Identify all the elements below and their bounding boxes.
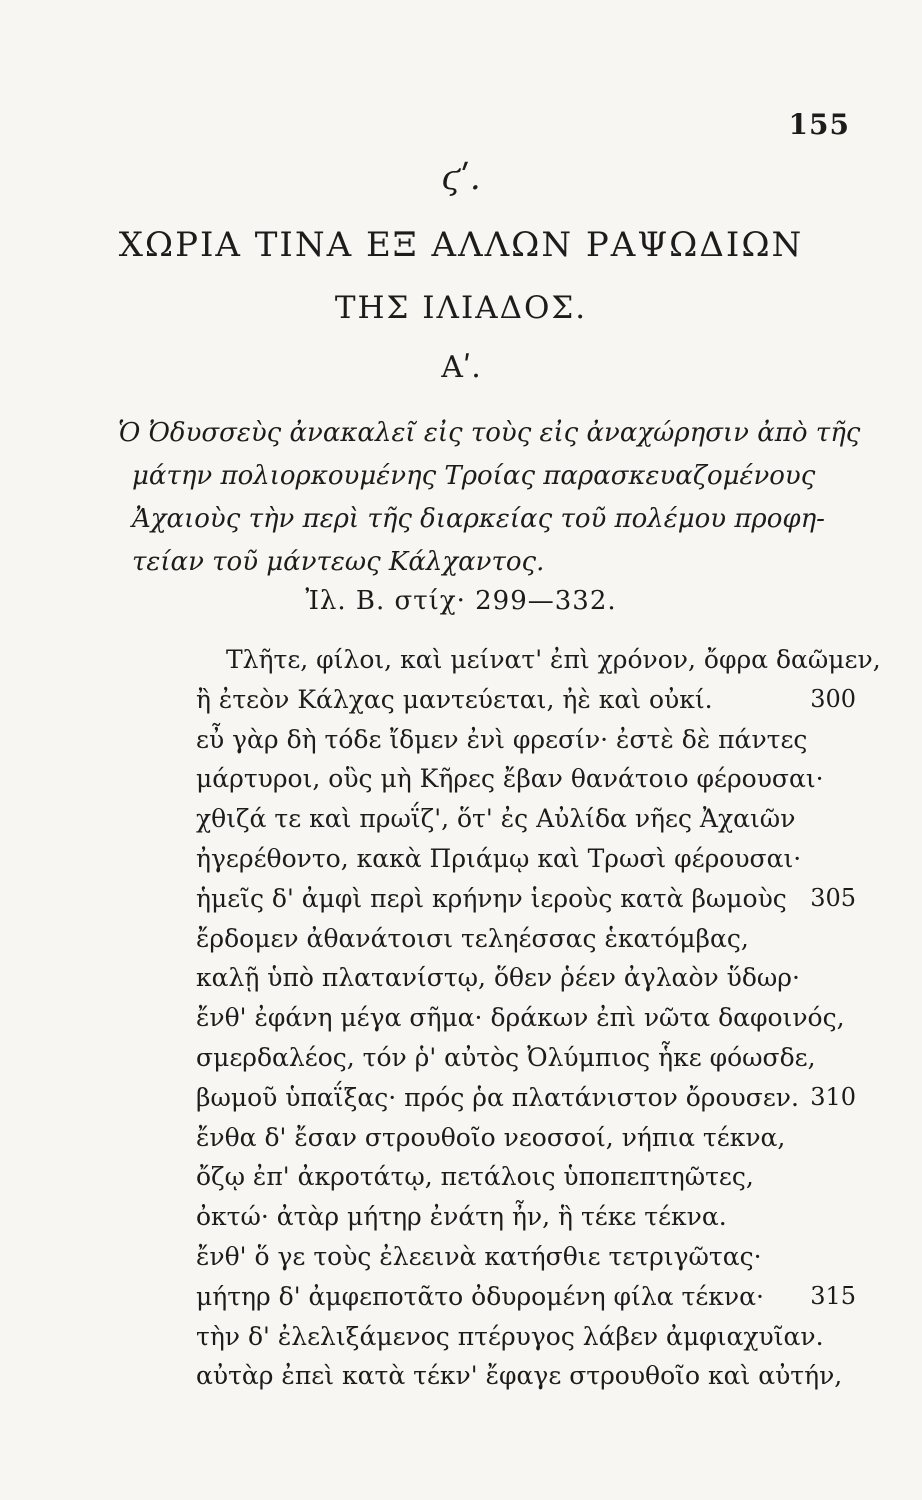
- verse-line: [196, 1157, 856, 1197]
- verse-text: ἔνθ' ὅ γε τοὺς ἐλεεινὰ κατήσθιε τετριγῶτας·: [196, 1241, 762, 1271]
- verse-line: [196, 958, 856, 998]
- verse-line: [196, 1237, 856, 1277]
- line-number: 315: [810, 1281, 856, 1310]
- verse-text: χθιζά τε καὶ πρωΐζ', ὅτ' ἐς Αὐλίδα νῆες Ἀχαιῶν: [196, 804, 796, 834]
- verse-line: [196, 1197, 856, 1237]
- verse-line: [196, 680, 856, 720]
- verse-text: ἔνθ' ἐφάνη μέγα σῆμα· δράκων ἐπὶ νῶτα δαφοινός,: [196, 1003, 845, 1033]
- verse-text: ἡμεῖς δ' ἀμφὶ περὶ κρήνην ἱεροὺς κατὰ βωμοὺς: [196, 883, 787, 913]
- verse-line: [196, 839, 856, 879]
- verse-line: [196, 799, 856, 839]
- line-number: 310: [810, 1082, 856, 1111]
- citation: Ἰλ. Β. στίχ· 299—332.: [305, 586, 617, 616]
- verse-line: [196, 720, 856, 760]
- section-number: ϛʹ.: [441, 158, 481, 198]
- verse-line: [196, 640, 881, 680]
- chapter-title-line-2: ΤΗΣ ΙΛΙΑΔΟΣ.: [334, 290, 588, 326]
- verse-line: [196, 1356, 856, 1396]
- verse-text: ἠγερέθοντο, κακὰ Πριάμῳ καὶ Τρωσὶ φέρουσαι·: [196, 843, 802, 873]
- verse-text: καλῇ ὑπὸ πλατανίστῳ, ὅθεν ῥέεν ἀγλαὸν ὕδωρ·: [196, 963, 800, 993]
- summary-line: μάτην πολιορκουμένης Τροίας παρασκευαζομένους: [132, 461, 816, 491]
- verse-text: ἢ ἐτεὸν Κάλχας μαντεύεται, ἠὲ καὶ οὐκί.: [196, 684, 713, 714]
- verse-text: μάρτυροι, οὓς μὴ Κῆρες ἔβαν θανάτοιο φέρουσαι·: [196, 764, 824, 794]
- verse-text: σμερδαλέος, τόν ῥ' αὐτὸς Ὀλύμπιος ἧκε φόωσδε,: [196, 1042, 816, 1072]
- verse-text: βωμοῦ ὑπαΐξας· πρός ῥα πλατάνιστον ὄρουσεν.: [196, 1082, 799, 1112]
- verse-block: [196, 640, 881, 1396]
- verse-text: ὀκτώ· ἀτὰρ μήτηρ ἐνάτη ἦν, ἣ τέκε τέκνα.: [196, 1202, 727, 1232]
- verse-text: ἔρδομεν ἀθανάτοισι τεληέσσας ἑκατόμβας,: [196, 923, 749, 953]
- chapter-title-line-1: ΧΩΡΙΑ ΤΙΝΑ ΕΞ ΑΛΛΩΝ ΡΑΨΩΔΙΩΝ: [118, 225, 804, 265]
- verse-line: [196, 759, 856, 799]
- summary-line: Ἀχαιοὺς τὴν περὶ τῆς διαρκείας τοῦ πολέμου προφη-: [132, 504, 825, 534]
- summary-line: τείαν τοῦ μάντεως Κάλχαντος.: [132, 547, 545, 577]
- verse-text: τὴν δ' ἐλελιξάμενος πτέρυγος λάβεν ἀμφιαχυῖαν.: [196, 1321, 824, 1351]
- verse-text: Τλῆτε, φίλοι, καὶ μείνατ' ἐπὶ χρόνον, ὄφρα δαῶμεν,: [226, 645, 881, 674]
- line-number: 305: [810, 883, 856, 912]
- line-number: 300: [810, 684, 856, 713]
- page-number: 155: [788, 108, 850, 141]
- verse-text: ἔνθα δ' ἔσαν στρουθοῖο νεοσσοί, νήπια τέκνα,: [196, 1122, 786, 1152]
- verse-line: [196, 1038, 856, 1078]
- verse-line: [196, 1118, 856, 1158]
- summary-paragraph: [118, 412, 861, 584]
- part-heading: Αʹ.: [441, 350, 481, 385]
- verse-line: [196, 1317, 856, 1357]
- verse-text: εὖ γὰρ δὴ τόδε ἴδμεν ἐνὶ φρεσίν· ἐστὲ δὲ πάντες: [196, 724, 808, 754]
- verse-line: [196, 879, 856, 919]
- verse-line: [196, 1078, 856, 1118]
- verse-text: ὄζῳ ἐπ' ἀκροτάτῳ, πετάλοις ὑποπεπτηῶτες,: [196, 1162, 754, 1192]
- verse-text: αὐτὰρ ἐπεὶ κατὰ τέκν' ἔφαγε στρουθοῖο καὶ αὐτήν,: [196, 1361, 843, 1391]
- verse-line: [196, 998, 856, 1038]
- summary-line: Ὁ Ὀδυσσεὺς ἀνακαλεῖ εἰς τοὺς εἰς ἀναχώρησιν ἀπὸ τῆς: [118, 418, 861, 448]
- verse-line: [196, 919, 856, 959]
- verse-line: [196, 1277, 856, 1317]
- verse-text: μήτηρ δ' ἀμφεποτᾶτο ὀδυρομένη φίλα τέκνα·: [196, 1281, 764, 1311]
